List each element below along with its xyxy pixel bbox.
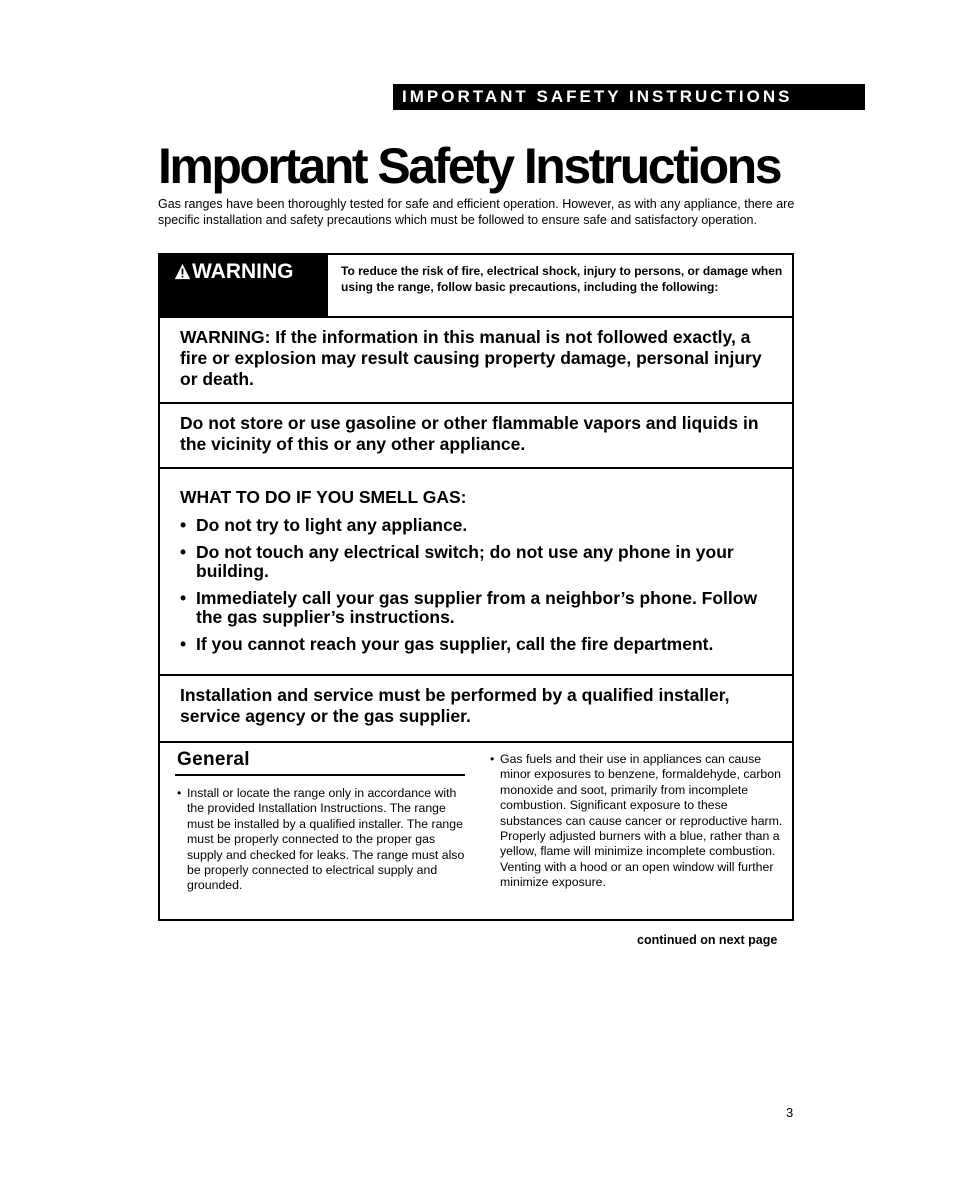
warning-section-installation	[160, 676, 792, 743]
continued-note: continued on next page	[637, 933, 778, 947]
warning-section-flammables	[160, 404, 792, 469]
flammables-warning-text: Do not store or use gasoline or other flammable vapors and liquids in the vicinity of this or any other appliance.	[180, 413, 759, 454]
general-heading: General	[177, 749, 250, 770]
list-item: • Do not touch any electrical switch; do not use any phone in your building.	[180, 543, 780, 581]
general-left-text: Install or locate the range only in accordance with the provided Installation Instructions. The range must be installed by a qualified installer. The range must be properly connected to the proper gas supply and checked for leaks. The range must also be properly connected to electrical supply and grounded.	[187, 786, 465, 893]
warning-box	[158, 253, 794, 921]
warning-section-fire	[160, 318, 792, 404]
bullet: •	[177, 786, 182, 800]
warning-header-text: To reduce the risk of fire, electrical shock, injury to persons, or damage when using the range, follow basic precautions, including the following:	[341, 264, 783, 294]
general-left-column	[177, 786, 472, 894]
smell-gas-heading: WHAT TO DO IF YOU SMELL GAS:	[180, 487, 467, 507]
list-item: • Immediately call your gas supplier from a neighbor’s phone. Follow the gas supplier’s instructions.	[180, 589, 780, 627]
warning-header	[160, 255, 792, 318]
general-right-column	[490, 752, 785, 891]
page-number: 3	[786, 1105, 794, 1120]
warning-label	[160, 255, 328, 316]
bullet: •	[490, 752, 495, 766]
warning-label-text: WARNING	[192, 260, 294, 283]
general-right-text: Gas fuels and their use in appliances can cause minor exposures to benzene, formaldehyde, carbon monoxide and soot, primarily from incomplete combustion. Significant exposure to these substances can cause cancer or reproductive harm. Properly adjusted burners with a blue, rather than a yellow, flame will minimize incomplete combustion. Venting with a hood or an open window will further minimize exposure.	[500, 752, 783, 890]
fire-warning-text: WARNING: If the information in this manual is not followed exactly, a fire or explosion may result causing property damage, personal injury or death.	[180, 327, 762, 389]
warning-section-smell-gas	[160, 469, 792, 676]
list-item: • Do not try to light any appliance.	[180, 516, 780, 535]
smell-gas-list	[180, 516, 780, 662]
general-section	[160, 743, 792, 919]
section-banner: IMPORTANT SAFETY INSTRUCTIONS	[393, 84, 865, 110]
page-title: Important Safety Instructions	[158, 138, 781, 194]
installation-warning-text: Installation and service must be performed by a qualified installer, service agency or the gas supplier.	[180, 685, 730, 726]
warning-triangle-icon	[174, 263, 191, 280]
intro-paragraph: Gas ranges have been thoroughly tested for safe and efficient operation. However, as with any appliance, there are specific installation and safety precautions which must be followed to ensure safe and satisfactory operation.	[158, 197, 795, 227]
list-item: • If you cannot reach your gas supplier, call the fire department.	[180, 635, 780, 654]
general-heading-rule	[175, 774, 465, 776]
